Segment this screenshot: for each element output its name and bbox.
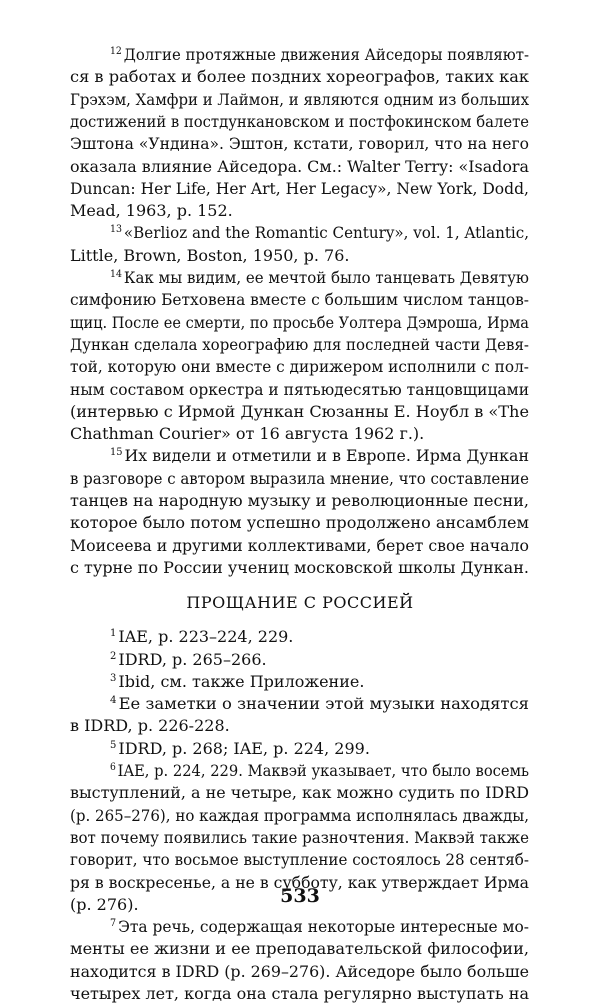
note-line: $^1$ IAE, p. 223–224, 229. xyxy=(110,627,294,647)
note-line: которое было потом успешно продолжено ансамблем xyxy=(70,513,530,533)
note-number: 15 xyxy=(110,447,123,459)
note-number: 3 xyxy=(110,672,117,684)
note-line: выступлений, а не четыре, как можно судить по IDRD xyxy=(70,783,529,803)
note-number: 14 xyxy=(110,269,122,280)
note-line: четырех лет, когда она стала регулярно выступать на xyxy=(70,984,529,1003)
note-line: достижений в постдункановском и постфокинском балете xyxy=(70,111,530,131)
note-line: находится в IDRD (p. 269–276). Айседоре было больше xyxy=(70,961,530,981)
note-number: 1 xyxy=(110,628,117,640)
note-line: вот почему появились такие разночтения. Маквэй также xyxy=(70,827,529,847)
note-line: $^{15}$ Их видели и отметили и в Европе. Ирма Дункан xyxy=(110,446,529,466)
note-line: $^6$ IAE, p. 224, 229. Маквэй указывает, что было восемь xyxy=(110,761,529,780)
section-heading: ПРОЩАНИЕ С РОССИЕЙ xyxy=(186,593,414,613)
note-line: в IDRD, p. 226-228. xyxy=(70,716,230,736)
note-line: Mead, 1963, p. 152. xyxy=(70,201,233,221)
note-line: в разговоре с автором выразила мнение, что составление xyxy=(70,468,529,488)
note-line: Chathman Courier» от 16 августа 1962 г.). xyxy=(70,424,425,444)
note-line: с турне по России учениц московской школы Дункан. xyxy=(70,557,529,577)
note-line: ря в воскресенье, а не в субботу, как утверждает Ирма xyxy=(70,872,530,892)
note-line: Моисеева и другими коллективами, берет свое начало xyxy=(70,535,530,555)
note-line: Грэхэм, Хамфри и Лаймон, и являются одним из больших xyxy=(70,89,529,109)
note-number: 7 xyxy=(110,918,117,930)
note-line: $^{12}$ Долгие протяжные движения Айседоры появляют- xyxy=(110,45,530,64)
note-number: 12 xyxy=(110,46,122,57)
note-line: танцев на народную музыку и революционные песни, xyxy=(70,491,530,510)
note-line: $^5$ IDRD, p. 268; IAE, p. 224, 299. xyxy=(110,738,370,758)
note-number: 2 xyxy=(110,650,117,662)
note-number: 4 xyxy=(110,695,117,707)
page-number: 533 xyxy=(280,885,320,907)
note-number: 5 xyxy=(110,739,117,751)
note-line: той, которую они вместе с дирижером исполнили с пол- xyxy=(70,357,529,377)
note-line: симфонию Бетховена вместе с большим числом танцов- xyxy=(70,290,530,310)
note-line: оказала влияние Айседора. См.: Walter Terry: «Isadora xyxy=(70,156,530,176)
note-line: $^3$ Ibid, см. также Приложение. xyxy=(110,671,365,691)
note-line: ным составом оркестра и пятьюдесятью танцовщицами xyxy=(70,379,530,399)
note-line: Little, Brown, Boston, 1950, p. 76. xyxy=(70,245,350,265)
note-line: $^7$ Эта речь, содержащая некоторые интересные мо- xyxy=(110,917,529,937)
note-line: говорит, что восьмое выступление состоялось 28 сентяб- xyxy=(70,850,530,870)
note-line: (p. 265–276), но каждая программа исполнялась дважды, xyxy=(70,805,530,825)
note-line: $^4$ Ее заметки о значении этой музыки находятся xyxy=(110,694,530,714)
note-line: ся в работах и более поздних хореографов, таких как xyxy=(70,67,529,87)
note-line: (p. 276). xyxy=(70,894,139,914)
note-line: Дункан сделала хореографию для последней части Девя- xyxy=(70,334,529,354)
note-number: 6 xyxy=(110,762,116,773)
note-line: Duncan: Her Life, Her Art, Her Legacy», New York, Dodd, xyxy=(70,178,529,198)
note-line: Эштона «Ундина». Эштон, кстати, говорил, что на него xyxy=(70,134,529,154)
note-line: $^{13}$ «Berlioz and the Romantic Century», vol. 1, Atlantic, xyxy=(110,223,530,243)
note-line: (интервью с Ирмой Дункан Сюзанны Е. Ноубл в «The xyxy=(70,401,530,421)
note-line: менты ее жизни и ее преподавательской философии, xyxy=(70,939,530,959)
note-line: $^2$ IDRD, p. 265–266. xyxy=(110,649,267,669)
note-line: $^{14}$ Как мы видим, ее мечтой было танцевать Девятую xyxy=(110,268,529,287)
note-number: 13 xyxy=(110,224,123,236)
note-line: щиц. После ее смерти, по просьбе Уолтера Дэмроша, Ирма xyxy=(70,312,529,332)
